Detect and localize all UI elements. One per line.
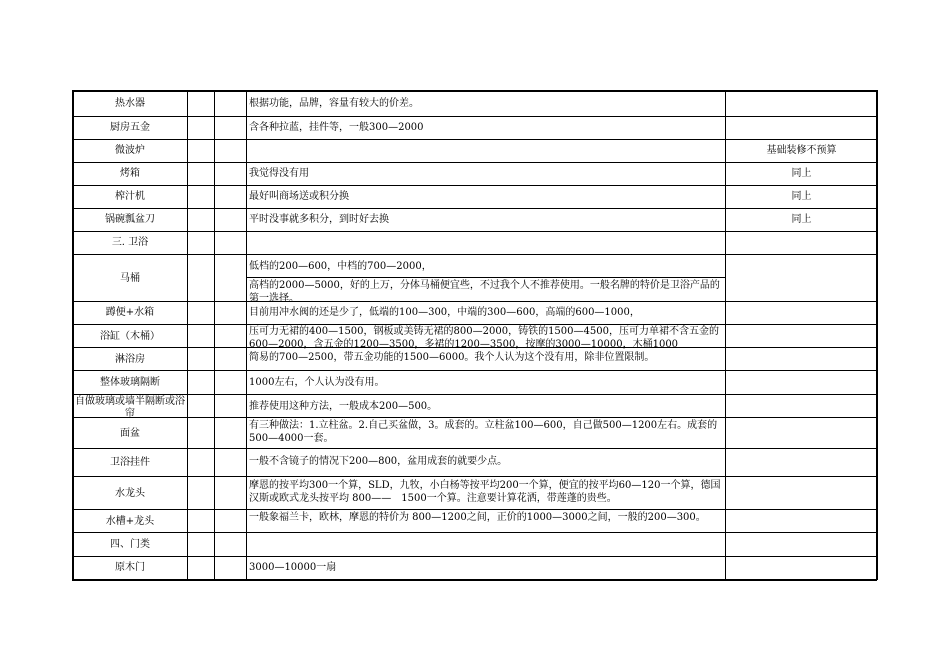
item-desc: 低档的200—600，中档的700—2000， [249,261,432,272]
grid-line [247,277,725,278]
item-name: 烤箱 [120,168,140,179]
section-heading: 三. 卫浴 [111,237,149,248]
item-note: 基础装修不预算 [766,145,837,156]
item-desc: 一般象福兰卡，欧林，摩恩的特价为 800—1200之间，正价的1000—3000之间，一般的200—300。 [249,512,706,523]
grid-line [72,476,877,477]
grid-line [72,556,877,557]
grid-line [72,579,877,581]
item-desc: 最好叫商场送或积分换 [249,191,349,202]
item-desc: 3000—10000一扇 [249,562,337,573]
grid-line [72,417,877,418]
item-note: 同上 [791,191,812,202]
grid-line [725,90,726,580]
grid-line [214,90,215,580]
item-desc: 目前用冲水阀的还是少了，低端的100—300，中端的300—600，高端的600—1000， [249,307,640,318]
grid-line [72,162,877,163]
item-name: 水龙头 [115,488,145,499]
grid-line [72,208,877,209]
item-desc: 高档的2000—5000，好的上万，分体马桶便宜些，不过我个人不推荐使用。一般名牌的特价是卫浴产品的第一选择。 [249,280,720,304]
item-name: 面盆 [120,428,140,439]
item-name: 厨房五金 [110,122,150,133]
grid-line [187,90,188,580]
item-name: 蹲便+水箱 [105,307,155,318]
grid-line [72,254,877,255]
item-name: 锅碗瓢盆刀 [105,214,155,225]
item-name: 淋浴房 [115,354,145,365]
grid-line [72,185,877,186]
grid-line [72,139,877,140]
item-desc: 平时没事就多积分，到时好去换 [249,214,389,225]
item-name: 水槽+龙头 [105,516,155,527]
item-desc: 1000左右，个人认为没有用。 [249,377,385,388]
item-desc: 简易的700—2500，带五金功能的1500—6000。我个人认为这个没有用，除非位置限制。 [249,352,655,363]
item-name: 马桶 [120,273,140,284]
grid-line [72,90,877,92]
item-desc: 推荐使用这种方法，一般成本200—500。 [249,401,438,412]
grid-line [72,231,877,232]
item-name: 榨汁机 [115,191,145,202]
item-name: 浴缸（木桶） [100,331,160,342]
item-name: 自做玻璃或墙半隔断或浴帘 [75,396,185,419]
item-desc: 含各种拉蓝，挂件等，一般300—2000 [249,122,424,133]
item-note: 同上 [791,214,812,225]
item-name: 原木门 [115,562,145,573]
section-heading: 四、门类 [110,539,150,550]
item-name: 卫浴挂件 [110,457,150,468]
grid-line [72,394,877,395]
grid-line [72,116,877,117]
item-desc: 压可力无裙的400—1500，钢板或美铸无裙的800—2000，铸铁的1500—4500，压可力单裙不含五金的600—2000，含五金的1200—3500，多裙的1200—3500，按摩的3000—10000，木桶1000 [249,326,719,350]
item-desc: 摩恩的按平均300一个算，SLD，九牧，小白杨等按平均200一个算，便宜的按平均60—120一个算，德国汉斯或欧式龙头按平均 800—— 1500一个算。注意要计算花洒，带莲蓬的贵些。 [249,480,721,504]
grid-line [246,90,247,580]
item-note: 同上 [791,168,812,179]
grid-line [876,90,878,580]
item-desc: 我觉得没有用 [249,168,309,179]
grid-line [72,509,877,510]
item-name: 微波炉 [115,145,145,156]
grid-line [72,532,877,533]
grid-line [72,448,877,449]
item-name: 热水器 [115,98,145,109]
item-name: 整体玻璃隔断 [100,377,160,388]
item-desc: 有三种做法：1.立柱盆。2.自己买盆做，3。成套的。立柱盆100—600，自己做500—1200左右。成套的500—4000一套。 [249,420,718,444]
item-desc: 根据功能，品牌，容量有较大的价差。 [249,98,419,109]
grid-line [72,370,877,371]
item-desc: 一般不含镜子的情况下200—800，盆用成套的就要少点。 [249,456,508,467]
